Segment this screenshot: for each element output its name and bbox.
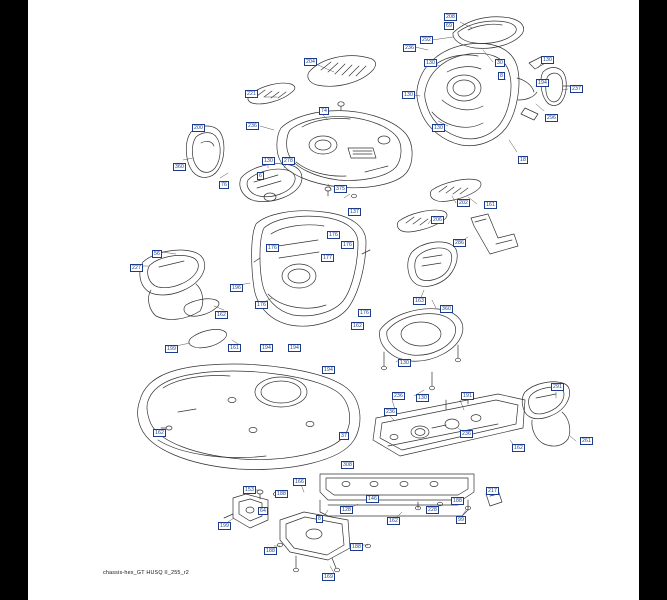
- callout-162[interactable]: 162: [353, 323, 362, 329]
- diagram-canvas: [28, 0, 639, 600]
- callout-176[interactable]: 176: [329, 232, 338, 238]
- callout-130[interactable]: 130: [543, 57, 552, 63]
- callout-169[interactable]: 169: [324, 574, 333, 580]
- callout-176[interactable]: 176: [268, 245, 277, 251]
- callout-56[interactable]: 56: [154, 251, 160, 257]
- callout-64[interactable]: 64: [260, 508, 266, 514]
- callout-206[interactable]: 206: [433, 217, 442, 223]
- callout-278[interactable]: 278: [284, 158, 293, 164]
- callout-30[interactable]: 30: [497, 60, 503, 66]
- callout-8[interactable]: 8: [500, 73, 503, 79]
- callout-236[interactable]: 236: [462, 431, 471, 437]
- diagram-footer-label: chassis-hex_GT HUSQ II_255_r2: [103, 570, 189, 576]
- callout-188[interactable]: 188: [352, 544, 361, 550]
- callout-176[interactable]: 176: [343, 242, 352, 248]
- callout-194[interactable]: 194: [290, 345, 299, 351]
- part-cover-panel: [408, 242, 457, 286]
- part-left-fender-upper: [186, 126, 224, 177]
- callout-217[interactable]: 217: [488, 488, 497, 494]
- callout-261[interactable]: 261: [582, 438, 591, 444]
- part-console-left: [240, 164, 302, 202]
- callout-292[interactable]: 292: [422, 37, 431, 43]
- part-hood-hinge: [521, 57, 547, 120]
- callout-130[interactable]: 130: [400, 360, 409, 366]
- callout-360[interactable]: 360: [442, 306, 451, 312]
- callout-194[interactable]: 194: [324, 367, 333, 373]
- callout-236[interactable]: 236: [386, 409, 395, 415]
- part-grille-panel: [308, 56, 376, 87]
- part-side-vent-upper: [430, 179, 481, 201]
- callout-130[interactable]: 130: [434, 125, 443, 131]
- callout-188[interactable]: 188: [266, 548, 275, 554]
- part-frame-rail-main: [373, 394, 525, 456]
- part-deck-plate: [380, 309, 463, 390]
- callout-137[interactable]: 137: [350, 209, 359, 215]
- callout-221[interactable]: 221: [247, 91, 256, 97]
- callout-308[interactable]: 308: [343, 462, 352, 468]
- callout-161[interactable]: 161: [230, 345, 239, 351]
- callout-177[interactable]: 177: [323, 255, 332, 261]
- callout-6[interactable]: 6: [259, 173, 262, 179]
- callout-200[interactable]: 200: [194, 125, 203, 131]
- callout-176[interactable]: 176: [257, 302, 266, 308]
- callout-237[interactable]: 237: [572, 86, 581, 92]
- callout-375[interactable]: 375: [336, 186, 345, 192]
- part-chassis-bracket-center: [280, 512, 350, 572]
- callout-130[interactable]: 130: [426, 60, 435, 66]
- part-hood-upper: [453, 17, 524, 49]
- callout-37[interactable]: 37: [341, 433, 347, 439]
- callout-162[interactable]: 162: [389, 518, 398, 524]
- part-right-bracket-upper: [522, 382, 570, 446]
- part-dash-fasteners: [325, 102, 357, 198]
- callout-161[interactable]: 161: [486, 202, 495, 208]
- callout-130[interactable]: 130: [418, 395, 427, 401]
- callout-236[interactable]: 236: [394, 393, 403, 399]
- callout-130[interactable]: 130: [404, 92, 413, 98]
- callout-162[interactable]: 162: [514, 445, 523, 451]
- callout-162[interactable]: 162: [217, 312, 226, 318]
- callout-199[interactable]: 199: [167, 346, 176, 352]
- part-left-wheel-well: [140, 250, 205, 319]
- callout-196[interactable]: 196: [232, 285, 241, 291]
- callout-163[interactable]: 163: [415, 298, 424, 304]
- callout-204[interactable]: 204: [306, 59, 315, 65]
- part-dashboard-console: [277, 111, 412, 188]
- callout-194[interactable]: 194: [262, 345, 271, 351]
- callout-236[interactable]: 236: [405, 45, 414, 51]
- callout-227[interactable]: 227: [132, 265, 141, 271]
- leader-lines-bottom: [228, 482, 494, 573]
- callout-228[interactable]: 228: [428, 507, 437, 513]
- part-left-small-plate: [184, 299, 227, 348]
- callout-202[interactable]: 202: [459, 200, 468, 206]
- callout-146[interactable]: 146: [368, 496, 377, 502]
- callout-153[interactable]: 153: [245, 487, 254, 493]
- callout-128[interactable]: 128: [342, 507, 351, 513]
- callout-8[interactable]: 8: [318, 516, 321, 522]
- callout-291[interactable]: 291: [553, 384, 562, 390]
- callout-69[interactable]: 69: [446, 23, 452, 29]
- callout-194[interactable]: 194: [538, 80, 547, 86]
- callout-18[interactable]: 18: [520, 157, 526, 163]
- part-body-shell: [138, 364, 360, 469]
- callout-296[interactable]: 296: [547, 115, 556, 121]
- part-frame-body-center: [252, 211, 370, 326]
- callout-199[interactable]: 199: [220, 523, 229, 529]
- callout-191[interactable]: 191: [463, 393, 472, 399]
- callout-360[interactable]: 360: [175, 164, 184, 170]
- leader-lines-dash: [260, 65, 350, 198]
- callout-166[interactable]: 166: [295, 479, 304, 485]
- callout-99[interactable]: 99: [458, 517, 464, 523]
- exploded-parts-illustration: [28, 0, 639, 600]
- callout-208[interactable]: 208: [446, 14, 455, 20]
- callout-130[interactable]: 130: [264, 158, 273, 164]
- callout-176[interactable]: 176: [360, 310, 369, 316]
- callout-286[interactable]: 286: [455, 240, 464, 246]
- callout-188[interactable]: 188: [277, 491, 286, 497]
- callout-76[interactable]: 76: [221, 182, 227, 188]
- callout-188[interactable]: 188: [453, 498, 462, 504]
- callout-162[interactable]: 162: [155, 430, 164, 436]
- part-bracket-right: [471, 214, 518, 254]
- callout-74[interactable]: 74: [321, 108, 327, 114]
- callout-236[interactable]: 236: [248, 123, 257, 129]
